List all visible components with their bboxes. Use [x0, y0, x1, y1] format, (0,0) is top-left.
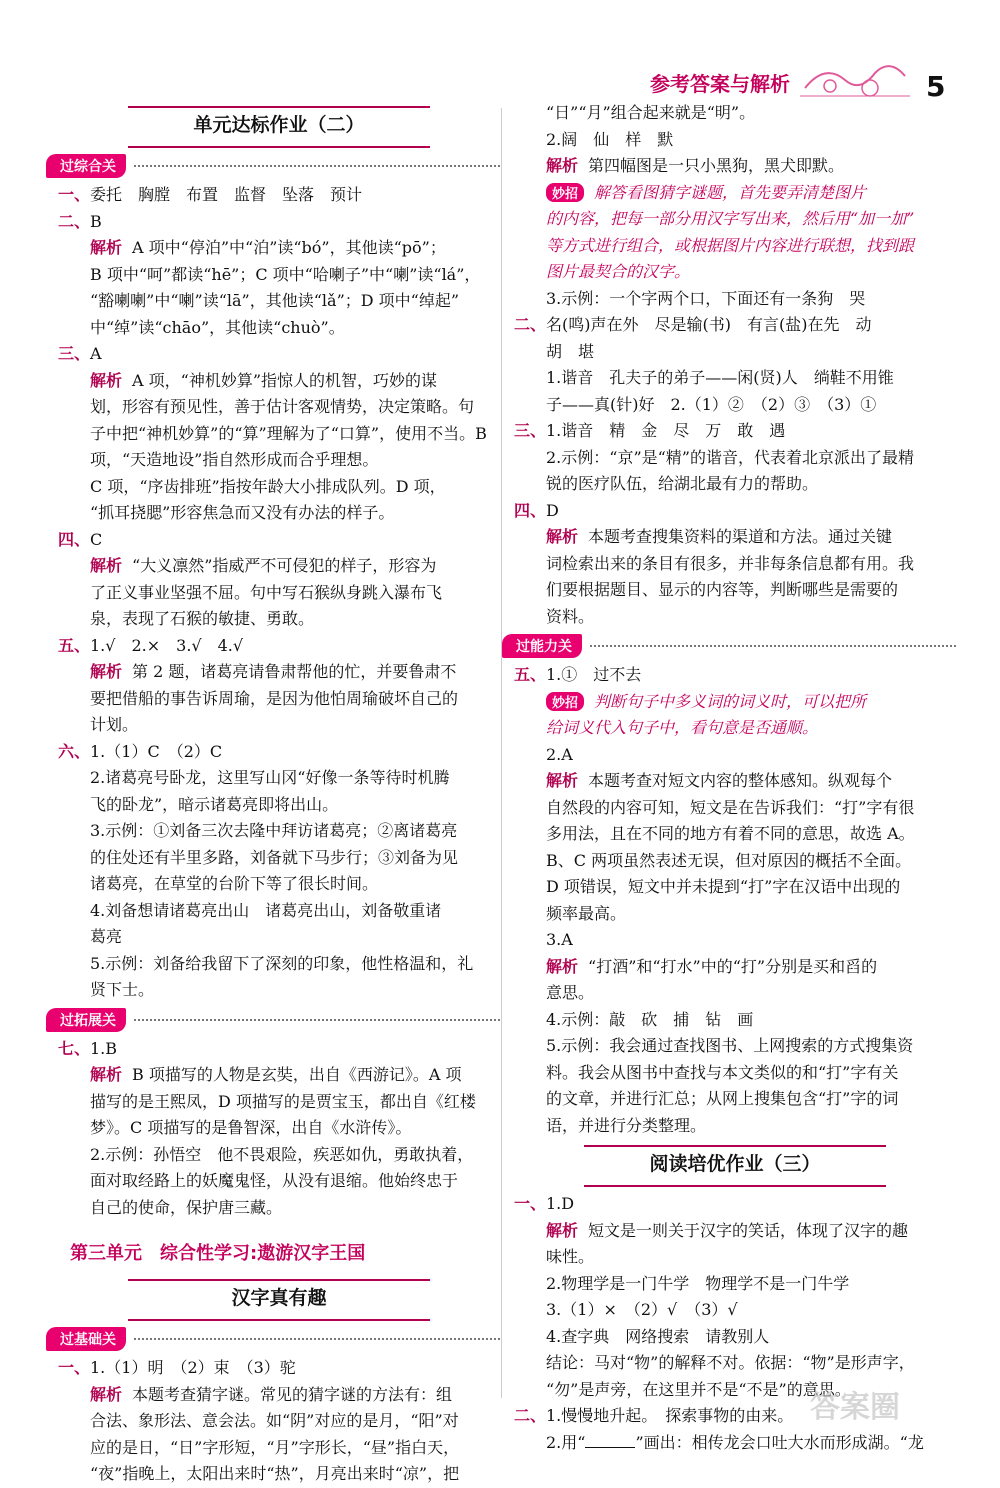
analysis-line: 频率最高。: [546, 903, 627, 923]
unit-title: 第三单元 综合性学习:遨游汉字王国: [70, 1243, 366, 1264]
answer-line: 5.示例：我会通过查找图书、上网搜索的方式搜集资: [546, 1036, 914, 1055]
question-number: 二、: [58, 211, 91, 231]
analysis-text: 本题考查猜字谜。常见的猜字谜的方法有：组: [132, 1384, 453, 1404]
analysis-line: [58, 368, 500, 395]
analysis-line: [58, 553, 500, 580]
analysis-label: 解析: [546, 1220, 579, 1240]
answer-line: 诸葛亮，在草堂的台阶下等了很长时间。: [90, 874, 379, 893]
answer-line: 锐的医疗队伍，给湖北最有力的帮助。: [546, 474, 819, 493]
question-number: 七、: [58, 1038, 91, 1058]
answer-line: 子——真(针)好 2.（1）② （2）③ （3）①: [546, 394, 877, 414]
analysis-text: 短文是一则关于汉字的笑话，体现了汉字的趣: [588, 1220, 909, 1240]
answer-text: 1.慢慢地升起。 探索事物的由来。: [546, 1406, 794, 1425]
analysis-line: [514, 524, 956, 551]
answer-text: 1.（1）明 （2）束 （3）驼: [90, 1358, 296, 1377]
header-title: 参考答案与解析: [650, 72, 790, 96]
tip-line: 给词义代入句子中，看句意是否通顺。: [546, 718, 819, 737]
section-tag: [46, 1325, 500, 1353]
tag-label: 过基础关: [46, 1327, 126, 1351]
analysis-line: [514, 153, 956, 180]
answer-line: 结论：马对“物”的解释不对。依据：“物”是形声字，: [546, 1353, 915, 1372]
tag-label: 过能力关: [502, 634, 582, 658]
analysis-text: A 项中“停泊”中“泊”读“bó”，其他读“pō”；: [132, 238, 446, 257]
analysis-line: 子中把“神机妙算”的“算”理解为了“口算”，使用不当。B 项，“天造地设”指自然形成而合乎理想。: [90, 423, 487, 469]
analysis-label: 解析: [90, 370, 123, 390]
analysis-line: 词检索出来的条目有很多，并非每条信息都有用。我: [546, 553, 915, 573]
analysis-label: 解析: [546, 527, 579, 546]
answer-line: [514, 662, 956, 689]
question-number: 一、: [514, 1194, 547, 1213]
answer-line: [514, 312, 956, 339]
tip-text: 解答看图猜字谜题，首先要弄清楚图片: [594, 182, 867, 202]
question-number: 五、: [514, 665, 547, 684]
analysis-label: 解析: [546, 956, 579, 976]
section-tag: [502, 632, 956, 660]
analysis-line: 应的是日，“日”字形短，“月”字形长，“昼”指白天，: [90, 1437, 460, 1457]
analysis-line: 梦》。C 项描写的是鲁智深，出自《水浒传》。: [90, 1118, 412, 1137]
answer-line: [58, 209, 500, 236]
answer-text: 2.用“: [546, 1432, 586, 1452]
answer-line: 3.（1）× （2）√ （3）√: [546, 1300, 738, 1319]
section-tag: [46, 1006, 500, 1034]
analysis-line: 意思。: [546, 983, 595, 1002]
answer-text: 1.① 过不去: [546, 665, 642, 684]
answer-line: [58, 341, 500, 368]
answer-text: D: [546, 500, 559, 520]
answer-line: 4.示例：敲 砍 捕 钻 画: [546, 1009, 754, 1029]
question-number: 二、: [514, 1406, 547, 1425]
analysis-line: “夜”指晚上，太阳出来时“热”，月亮出来时“凉”，把: [90, 1464, 460, 1483]
answer-text: B: [90, 211, 102, 231]
analysis-text: A 项，“神机妙算”指惊人的机智，巧妙的谋: [132, 370, 438, 390]
answer-text: C: [90, 529, 103, 549]
answer-line: 贤下士。: [90, 980, 155, 999]
tip-line: [514, 689, 956, 716]
answer-line: [514, 1191, 956, 1218]
analysis-label: 解析: [90, 1384, 123, 1404]
analysis-text: 本题考查搜集资料的渠道和方法。通过关键: [588, 527, 893, 546]
analysis-line: [58, 1062, 500, 1089]
answer-line: 2.物理学是一门牛学 物理学不是一门牛学: [546, 1273, 850, 1293]
analysis-line: 合法、象形法、意会法。如“阴”对应的是月，“阳”对: [90, 1411, 459, 1430]
answer-text: 委托 胸膛 布置 监督 坠落 预计: [90, 185, 363, 204]
answer-line: 2.诸葛亮号卧龙，这里写山冈“好像一条等待时机腾: [90, 768, 450, 787]
tag-divider: [590, 645, 956, 647]
answer-line: 料。我会从图书中查找与本文类似的和“打”字有关: [546, 1062, 899, 1082]
analysis-label: 解析: [546, 156, 579, 175]
analysis-line: 们要根据题目、显示的内容等，判断哪些是需要的: [546, 580, 899, 599]
question-number: 三、: [58, 344, 91, 363]
analysis-line: 中“绰”读“chāo”，其他读“chuò”。: [90, 317, 345, 337]
answer-text: 名(鸣)声在外 尽是输(书) 有言(盐)在先 动: [546, 315, 872, 334]
answer-line: [58, 1355, 500, 1382]
analysis-line: 要把借船的事告诉周瑜，是因为他怕周瑜破坏自己的: [90, 688, 459, 708]
analysis-line: B 项中“呵”都读“hē”；C 项中“哈喇子”中“喇”读“lá”，: [90, 264, 481, 284]
answer-line: [514, 498, 956, 525]
analysis-line: “豁喇喇”中“喇”读“lā”，其他读“lǎ”；D 项中“绰起”: [90, 291, 460, 310]
answer-line: [514, 1430, 956, 1457]
question-number: 三、: [514, 421, 547, 440]
watermark: 答案圈: [810, 1390, 900, 1425]
answer-line: 2.A: [546, 744, 573, 764]
answer-line: 3.A: [546, 930, 573, 949]
question-number: 四、: [58, 529, 91, 549]
analysis-line: 描写的是王熙凤，D 项描写的是贾宝玉，都出自《红楼: [90, 1091, 476, 1111]
page-number: 5: [926, 70, 946, 103]
analysis-line: 了正义事业坚强不屈。句中写石猴纵身跳入瀑布飞: [90, 582, 443, 602]
answer-line: 葛亮: [90, 927, 123, 946]
answer-text: A: [90, 344, 102, 363]
analysis-text: “打酒”和“打水”中的“打”分别是买和舀的: [588, 956, 878, 976]
analysis-line: “日”“月”组合起来就是“明”。: [546, 103, 756, 122]
answer-text: 1.谐音 精 金 尽 万 敢 遇: [546, 421, 786, 440]
analysis-label: 解析: [90, 238, 123, 257]
analysis-line: [514, 768, 956, 795]
tag-label: 过拓展关: [46, 1008, 126, 1032]
answer-line: 语，并进行分类整理。: [546, 1115, 707, 1135]
analysis-line: [58, 1382, 500, 1409]
left-column: [58, 100, 500, 1488]
analysis-label: 解析: [90, 662, 123, 681]
question-number: 五、: [58, 635, 91, 655]
analysis-line: 自然段的内容可知，短文是在告诉我们：“打”字有很: [546, 797, 915, 817]
tag-label: 过综合关: [46, 154, 126, 178]
section-title: 单元达标作业（二）: [128, 106, 430, 148]
answer-line: [58, 739, 500, 766]
question-number: 一、: [58, 1358, 91, 1377]
analysis-line: [514, 1218, 956, 1245]
question-number: 四、: [514, 500, 547, 520]
analysis-line: [58, 659, 500, 686]
answer-line: 面对取经路上的妖魔鬼怪，从没有退缩。他始终忠于: [90, 1171, 459, 1190]
tip-text: 判断句子中多义词的词义时，可以把所: [594, 691, 867, 711]
tip-line: 等方式进行组合，或根据图片内容进行联想，找到跟: [546, 235, 915, 255]
analysis-text: B 项描写的人物是玄奘，出自《西游记》。A 项: [132, 1065, 462, 1084]
answer-line: 2.阔 仙 样 默: [546, 129, 674, 149]
underline-blank: [585, 1433, 635, 1448]
analysis-line: D 项错误，短文中并未提到“打”字在汉语中出现的: [546, 877, 901, 896]
analysis-label: 解析: [546, 771, 579, 790]
answer-line: 飞的卧龙”，暗示诸葛亮即将出山。: [90, 794, 339, 814]
answer-text: 1.√ 2.× 3.√ 4.√: [90, 635, 244, 655]
answer-line: 2.示例：“京”是“精”的谐音，代表着北京派出了最精: [546, 447, 914, 467]
answer-line: 4.查字典 网络搜索 请教别人: [546, 1326, 770, 1346]
tip-line: 图片最契合的汉字。: [546, 262, 691, 281]
analysis-line: 划，形容有预见性，善于估计客观情势，决定策略。句: [90, 397, 475, 416]
answer-line: 4.刘备想请诸葛亮出山 诸葛亮出山，刘备敬重诸: [90, 900, 442, 920]
answer-line: 3.示例：①刘备三次去隆中拜访诸葛亮；②离诸葛亮: [90, 821, 458, 840]
tag-divider: [134, 165, 500, 167]
answer-line: 1.谐音 孔夫子的弟子——闲(贤)人 绱鞋不用锥: [546, 368, 894, 387]
answer-line: 胡 堪: [546, 341, 595, 361]
analysis-line: [514, 954, 956, 981]
answer-line: 的文章，并进行汇总；从网上搜集包含“打”字的词: [546, 1089, 899, 1108]
tag-divider: [134, 1019, 500, 1021]
question-number: 二、: [514, 315, 547, 334]
answer-line: [58, 1036, 500, 1063]
analysis-line: 味性。: [546, 1247, 595, 1266]
analysis-line: 多用法，且在不同的地方有着不同的意思，故选 A。: [546, 824, 915, 843]
right-column: [514, 100, 956, 1456]
analysis-text: 本题考查对短文内容的整体感知。纵观每个: [588, 771, 893, 790]
answer-line: 3.示例：一个字两个口，下面还有一条狗 哭: [546, 288, 866, 308]
analysis-text: 第四幅图是一只小黑狗，黑犬即默。: [588, 156, 845, 175]
tip-badge: 妙招: [546, 692, 584, 711]
answer-line: “勿”是声旁，在这里并不是“不是”的意思。: [546, 1379, 851, 1399]
answer-line: [514, 418, 956, 445]
analysis-line: 泉，表现了石猴的敏捷、勇敢。: [90, 609, 315, 628]
analysis-line: B、C 两项虽然表述无误，但对原因的概括不全面。: [546, 850, 912, 870]
answer-line: 自己的使命，保护唐三藏。: [90, 1197, 283, 1217]
tip-line: 的内容，把每一部分用汉字写出来，然后用“加一加”: [546, 209, 915, 228]
analysis-line: C 项，“序齿排班”指按年龄大小排成队列。D 项，: [90, 476, 446, 496]
tag-divider: [134, 1338, 500, 1340]
analysis-line: 资料。: [546, 606, 595, 626]
answer-line: 的住处还有半里多路，刘备就下马步行；③刘备为见: [90, 847, 459, 867]
analysis-label: 解析: [90, 1065, 123, 1084]
analysis-text: 第 2 题，诸葛亮请鲁肃帮他的忙，并要鲁肃不: [132, 662, 457, 681]
column-divider: [501, 108, 502, 1398]
analysis-line: 计划。: [90, 715, 139, 734]
analysis-label: 解析: [90, 556, 123, 575]
answer-line: [58, 527, 500, 554]
answer-text: ”画出：相传龙会口吐大水而形成湖。“龙: [635, 1432, 924, 1452]
section-title: 阅读培优作业（三）: [584, 1145, 886, 1187]
tip-badge: 妙招: [546, 183, 584, 202]
section-title: 汉字真有趣: [128, 1279, 430, 1321]
tip-line: [514, 180, 956, 207]
answer-line: [58, 633, 500, 660]
analysis-text: “大义凛然”指威严不可侵犯的样子，形容为: [132, 556, 437, 575]
section-tag: [46, 152, 500, 180]
answer-line: [58, 182, 500, 209]
question-number: 六、: [58, 741, 91, 761]
analysis-line: [58, 235, 500, 262]
analysis-line: “抓耳挠腮”形容焦急而又没有办法的样子。: [90, 503, 395, 522]
question-number: 一、: [58, 185, 91, 204]
answer-text: 1.（1）C （2）C: [90, 741, 223, 761]
answer-line: 5.示例：刘备给我留下了深刻的印象，他性格温和，礼: [90, 953, 474, 973]
answer-text: 1.B: [90, 1038, 118, 1058]
answer-line: 2.示例：孙悟空 他不畏艰险，疾恶如仇，勇敢执着，: [90, 1144, 474, 1164]
header-decoration-icon: [800, 58, 910, 100]
answer-text: 1.D: [546, 1194, 575, 1213]
